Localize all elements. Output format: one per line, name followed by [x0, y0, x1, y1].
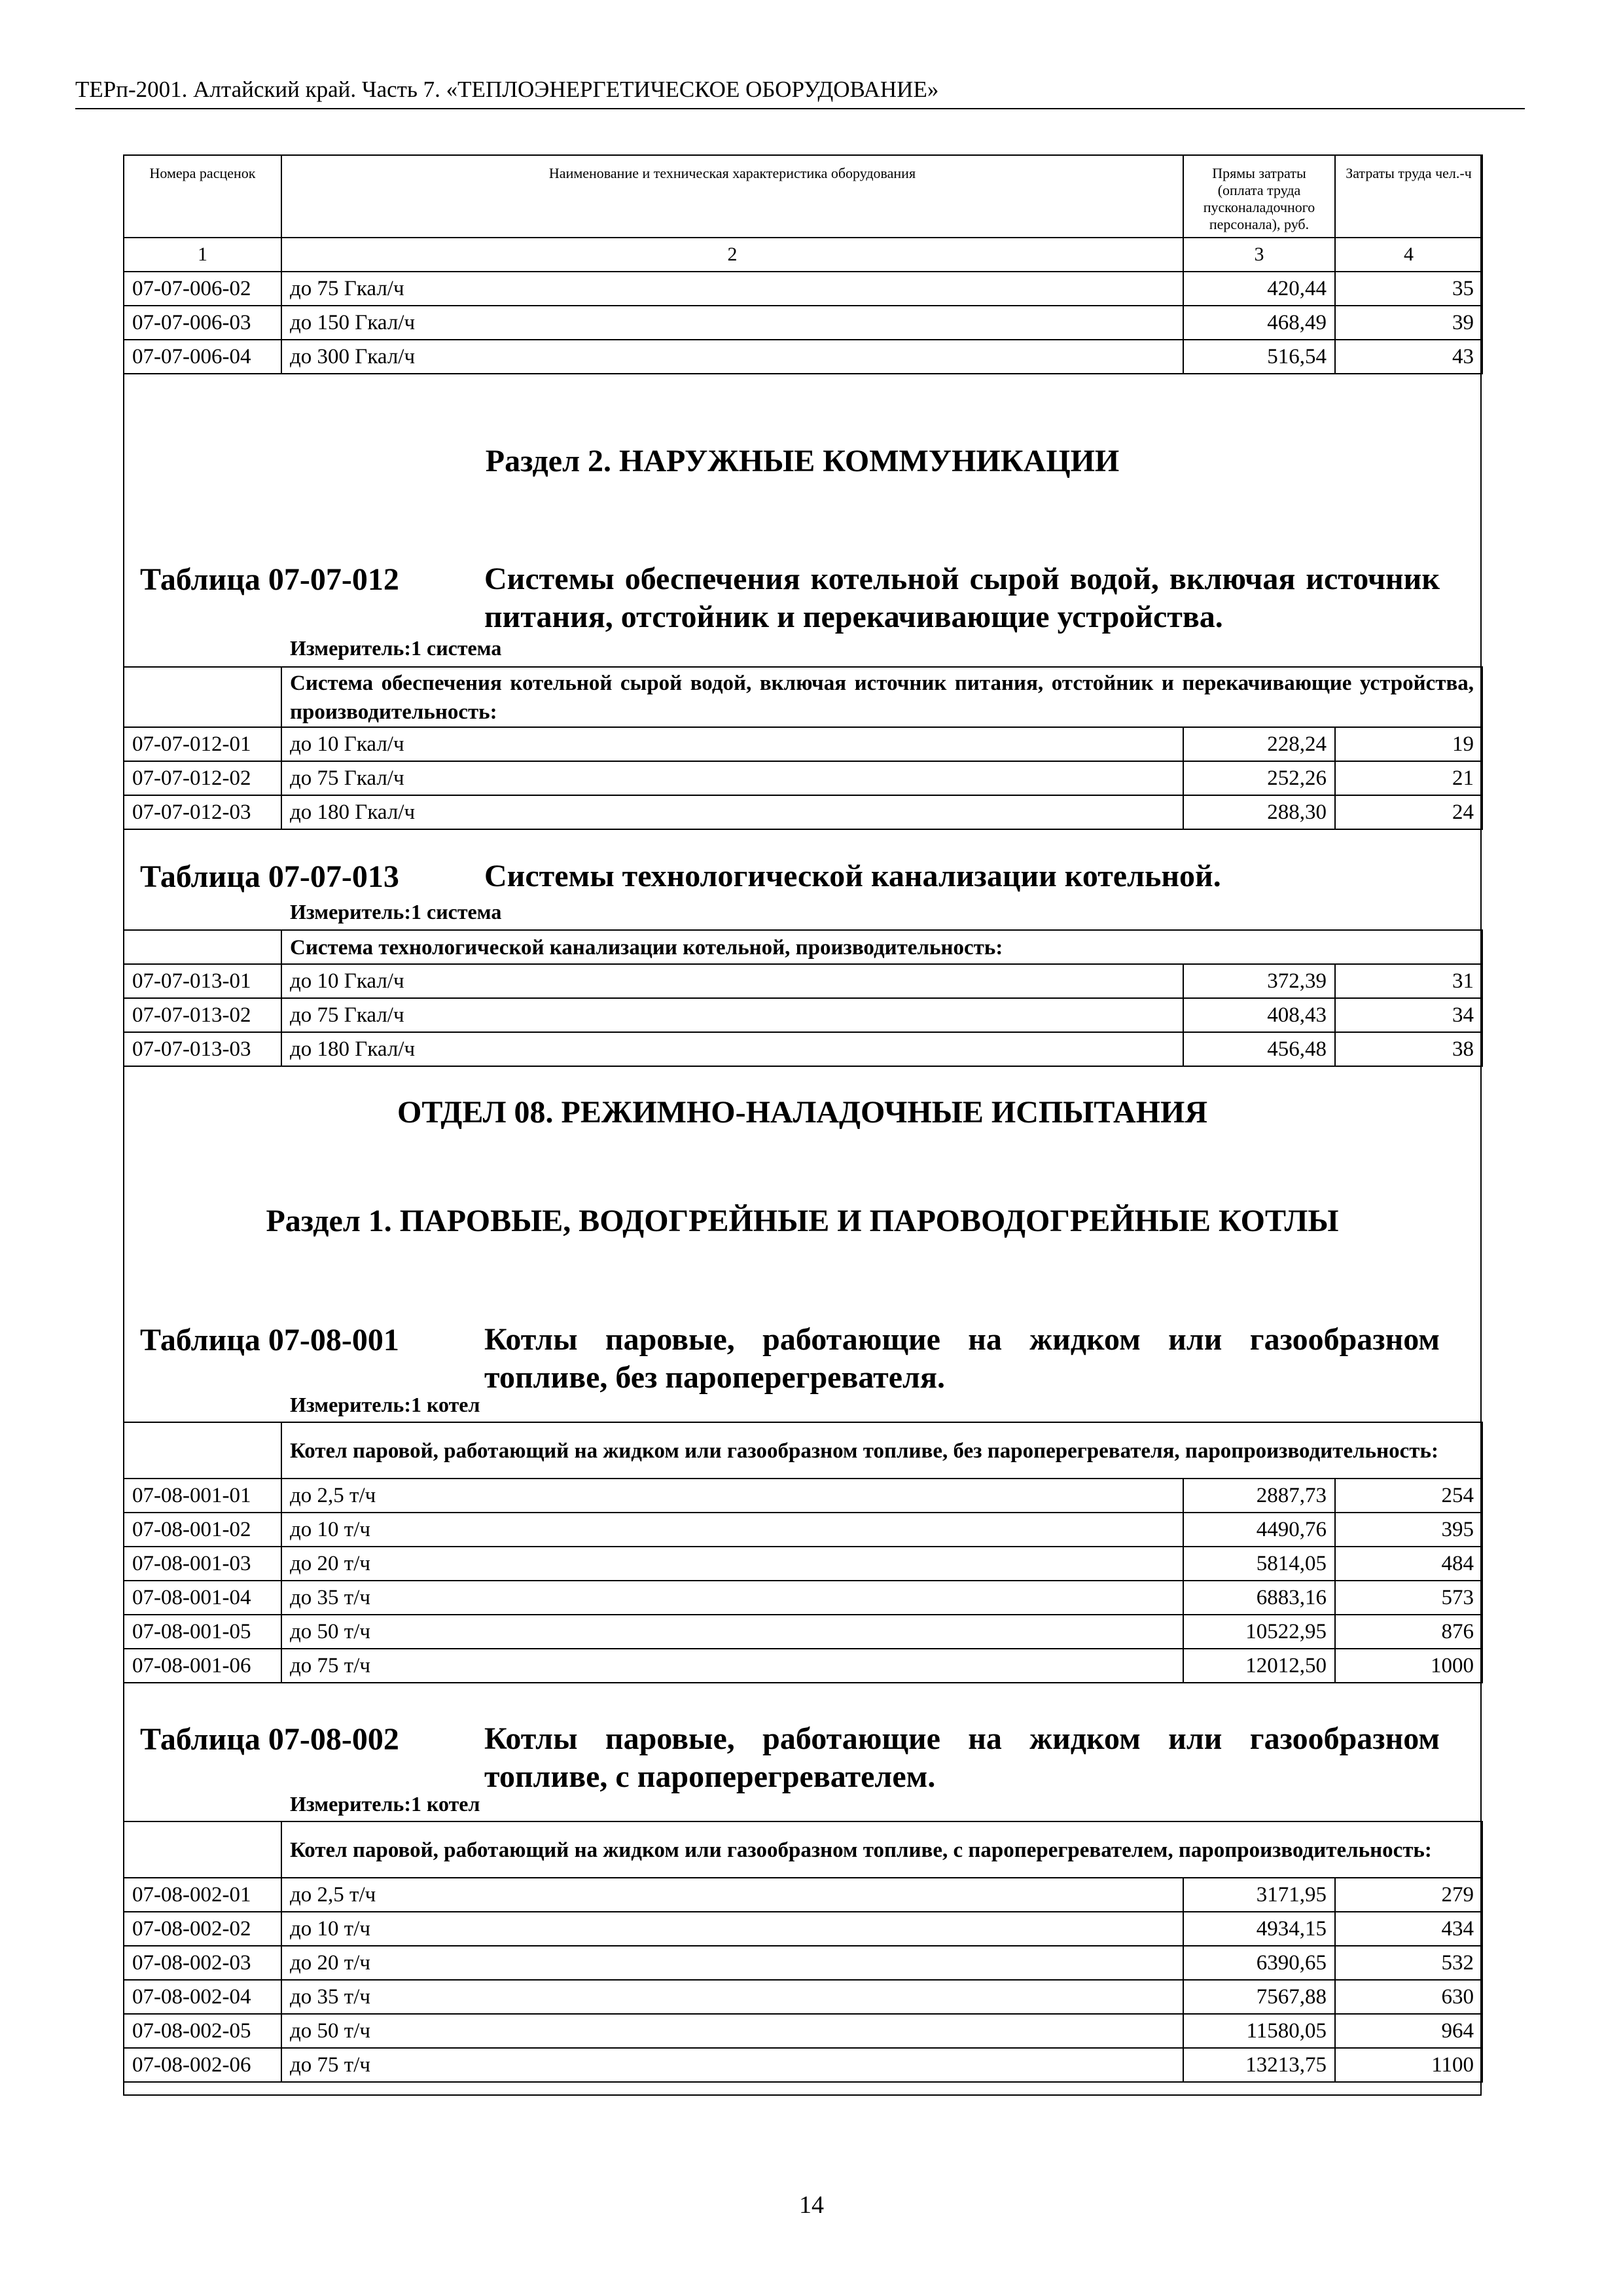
direct-cost: 7567,88	[1183, 1980, 1335, 2014]
rate-code: 07-08-002-02	[124, 1912, 281, 1946]
direct-cost: 372,39	[1183, 964, 1335, 998]
labor-cost: 39	[1335, 306, 1482, 340]
direct-cost: 288,30	[1183, 795, 1335, 829]
table-row	[124, 1615, 1482, 1649]
table-07-07-012-label: Таблица 07-07-012	[140, 562, 399, 597]
item-name: до 50 т/ч	[281, 2014, 1183, 2048]
rate-code: 07-07-006-04	[124, 340, 281, 374]
rate-code: 07-08-002-03	[124, 1946, 281, 1980]
labor-cost: 484	[1335, 1547, 1482, 1581]
item-name: до 300 Гкал/ч	[281, 340, 1183, 374]
labor-cost: 1100	[1335, 2048, 1482, 2082]
rate-code: 07-07-006-02	[124, 272, 281, 306]
labor-cost: 43	[1335, 340, 1482, 374]
item-name: до 180 Гкал/ч	[281, 1032, 1183, 1066]
table-row	[124, 727, 1482, 761]
table-07-07-013-title: Системы технологической канализации котельной.	[484, 859, 1221, 893]
item-name: до 20 т/ч	[281, 1946, 1183, 1980]
table-row	[124, 1946, 1482, 1980]
labor-cost: 964	[1335, 2014, 1482, 2048]
direct-cost: 13213,75	[1183, 2048, 1335, 2082]
table-07-08-002-unit: Измеритель:1 котел	[290, 1792, 480, 1816]
labor-cost: 876	[1335, 1615, 1482, 1649]
direct-cost: 4490,76	[1183, 1513, 1335, 1547]
labor-cost: 19	[1335, 727, 1482, 761]
subheader-spacer	[124, 930, 281, 964]
continuation-table	[123, 271, 1483, 374]
table-row	[124, 1912, 1482, 1946]
direct-cost: 3171,95	[1183, 1878, 1335, 1912]
table-row	[124, 795, 1482, 829]
rate-code: 07-08-002-04	[124, 1980, 281, 2014]
item-name: до 75 т/ч	[281, 1649, 1183, 1683]
item-name: до 180 Гкал/ч	[281, 795, 1183, 829]
header-col-cost: Прямы затраты (оплата труда пусконаладочного персонала), руб.	[1183, 155, 1335, 238]
subheader-spacer	[124, 1821, 281, 1878]
direct-cost: 420,44	[1183, 272, 1335, 306]
rate-code: 07-07-012-03	[124, 795, 281, 829]
table-07-07-012-subheader: Система обеспечения котельной сырой водой, включая источник питания, отстойник и перекачивающие устройства, производительность:	[281, 667, 1482, 727]
table-07-08-002-title: Котлы паровые, работающие на жидком или газообразном топливе, с пароперегревателем.	[484, 1721, 1440, 1794]
table-07-08-001-unit: Измеритель:1 котел	[290, 1393, 480, 1416]
item-name: до 2,5 т/ч	[281, 1878, 1183, 1912]
item-name: до 75 Гкал/ч	[281, 998, 1183, 1032]
table-row	[124, 1581, 1482, 1615]
table-row	[124, 306, 1482, 340]
subheader-spacer	[124, 1422, 281, 1479]
table-07-07-013-unit: Измеритель:1 система	[290, 900, 502, 924]
item-name: до 10 Гкал/ч	[281, 727, 1183, 761]
table-row	[124, 761, 1482, 795]
header-num-1: 1	[124, 238, 281, 272]
item-name: до 10 т/ч	[281, 1912, 1183, 1946]
running-head: ТЕРп-2001. Алтайский край. Часть 7. «ТЕПЛОЭНЕРГЕТИЧЕСКОЕ ОБОРУДОВАНИЕ»	[75, 74, 1525, 109]
direct-cost: 228,24	[1183, 727, 1335, 761]
item-name: до 35 т/ч	[281, 1980, 1183, 2014]
table-row	[124, 272, 1482, 306]
header-col-codes: Номера расценок	[124, 155, 281, 238]
header-num-3: 3	[1183, 238, 1335, 272]
item-name: до 20 т/ч	[281, 1547, 1183, 1581]
header-col-name: Наименование и техническая характеристика оборудования	[281, 155, 1183, 238]
table-row	[124, 998, 1482, 1032]
direct-cost: 252,26	[1183, 761, 1335, 795]
table-07-08-001	[123, 1422, 1483, 1683]
header-num-4: 4	[1335, 238, 1482, 272]
labor-cost: 21	[1335, 761, 1482, 795]
table-07-08-001-label: Таблица 07-08-001	[140, 1323, 399, 1357]
section-1-title: Раздел 1. ПАРОВЫЕ, ВОДОГРЕЙНЫЕ И ПАРОВОДОГРЕЙНЫЕ КОТЛЫ	[266, 1204, 1339, 1238]
item-name: до 10 т/ч	[281, 1513, 1183, 1547]
table-row	[124, 1878, 1482, 1912]
labor-cost: 279	[1335, 1878, 1482, 1912]
rate-code: 07-07-013-03	[124, 1032, 281, 1066]
labor-cost: 254	[1335, 1479, 1482, 1513]
rate-code: 07-07-012-01	[124, 727, 281, 761]
header-col-labor: Затраты труда чел.-ч	[1335, 155, 1482, 238]
table-row	[124, 1479, 1482, 1513]
labor-cost: 630	[1335, 1980, 1482, 2014]
table-row	[124, 2014, 1482, 2048]
labor-cost: 31	[1335, 964, 1482, 998]
table-row	[124, 2048, 1482, 2082]
direct-cost: 456,48	[1183, 1032, 1335, 1066]
labor-cost: 573	[1335, 1581, 1482, 1615]
labor-cost: 35	[1335, 272, 1482, 306]
item-name: до 35 т/ч	[281, 1581, 1183, 1615]
table-07-08-002	[123, 1821, 1483, 2083]
item-name: до 75 т/ч	[281, 2048, 1183, 2082]
table-row	[124, 1980, 1482, 2014]
rate-code: 07-08-002-05	[124, 2014, 281, 2048]
table-07-08-002-subheader: Котел паровой, работающий на жидком или газообразном топливе, с пароперегревателем, паропроизводительность:	[281, 1821, 1482, 1878]
table-row	[124, 1547, 1482, 1581]
table-07-07-013-subheader: Система технологической канализации котельной, производительность:	[281, 930, 1482, 964]
labor-cost: 395	[1335, 1513, 1482, 1547]
rate-code: 07-08-001-03	[124, 1547, 281, 1581]
direct-cost: 468,49	[1183, 306, 1335, 340]
direct-cost: 516,54	[1183, 340, 1335, 374]
table-row	[124, 964, 1482, 998]
table-row	[124, 1513, 1482, 1547]
direct-cost: 11580,05	[1183, 2014, 1335, 2048]
item-name: до 2,5 т/ч	[281, 1479, 1183, 1513]
column-header-table	[123, 154, 1483, 272]
rate-code: 07-08-001-01	[124, 1479, 281, 1513]
item-name: до 50 т/ч	[281, 1615, 1183, 1649]
direct-cost: 2887,73	[1183, 1479, 1335, 1513]
table-07-07-012-title: Системы обеспечения котельной сырой водой, включая источник питания, отстойник и перекачивающие устройства.	[484, 562, 1440, 634]
table-07-08-001-title: Котлы паровые, работающие на жидком или газообразном топливе, без пароперегревателя.	[484, 1322, 1440, 1395]
direct-cost: 5814,05	[1183, 1547, 1335, 1581]
page-number: 14	[799, 2191, 824, 2219]
labor-cost: 34	[1335, 998, 1482, 1032]
rate-code: 07-08-001-04	[124, 1581, 281, 1615]
table-07-08-001-subheader: Котел паровой, работающий на жидком или газообразном топливе, без пароперегревателя, паропроизводительность:	[281, 1422, 1482, 1479]
direct-cost: 4934,15	[1183, 1912, 1335, 1946]
header-num-2: 2	[281, 238, 1183, 272]
table-07-07-012-unit: Измеритель:1 система	[290, 636, 502, 660]
item-name: до 75 Гкал/ч	[281, 761, 1183, 795]
labor-cost: 24	[1335, 795, 1482, 829]
table-row	[124, 1032, 1482, 1066]
rate-code: 07-08-002-01	[124, 1878, 281, 1912]
subheader-spacer	[124, 667, 281, 727]
rate-code: 07-08-002-06	[124, 2048, 281, 2082]
table-row	[124, 340, 1482, 374]
section-2-title: Раздел 2. НАРУЖНЫЕ КОММУНИКАЦИИ	[485, 444, 1120, 478]
rate-code: 07-08-001-06	[124, 1649, 281, 1683]
item-name: до 150 Гкал/ч	[281, 306, 1183, 340]
item-name: до 75 Гкал/ч	[281, 272, 1183, 306]
direct-cost: 10522,95	[1183, 1615, 1335, 1649]
direct-cost: 6883,16	[1183, 1581, 1335, 1615]
table-row	[124, 1649, 1482, 1683]
rate-code: 07-08-001-05	[124, 1615, 281, 1649]
direct-cost: 12012,50	[1183, 1649, 1335, 1683]
direct-cost: 408,43	[1183, 998, 1335, 1032]
direct-cost: 6390,65	[1183, 1946, 1335, 1980]
labor-cost: 532	[1335, 1946, 1482, 1980]
rate-code: 07-08-001-02	[124, 1513, 281, 1547]
rate-code: 07-07-013-02	[124, 998, 281, 1032]
rate-code: 07-07-012-02	[124, 761, 281, 795]
labor-cost: 38	[1335, 1032, 1482, 1066]
table-07-08-002-label: Таблица 07-08-002	[140, 1722, 399, 1757]
labor-cost: 434	[1335, 1912, 1482, 1946]
rate-code: 07-07-006-03	[124, 306, 281, 340]
rate-code: 07-07-013-01	[124, 964, 281, 998]
table-07-07-013-label: Таблица 07-07-013	[140, 859, 399, 894]
item-name: до 10 Гкал/ч	[281, 964, 1183, 998]
table-07-07-012	[123, 666, 1483, 830]
labor-cost: 1000	[1335, 1649, 1482, 1683]
table-07-07-013	[123, 929, 1483, 1067]
otdel-08-title: ОТДЕЛ 08. РЕЖИМНО-НАЛАДОЧНЫЕ ИСПЫТАНИЯ	[397, 1095, 1207, 1130]
